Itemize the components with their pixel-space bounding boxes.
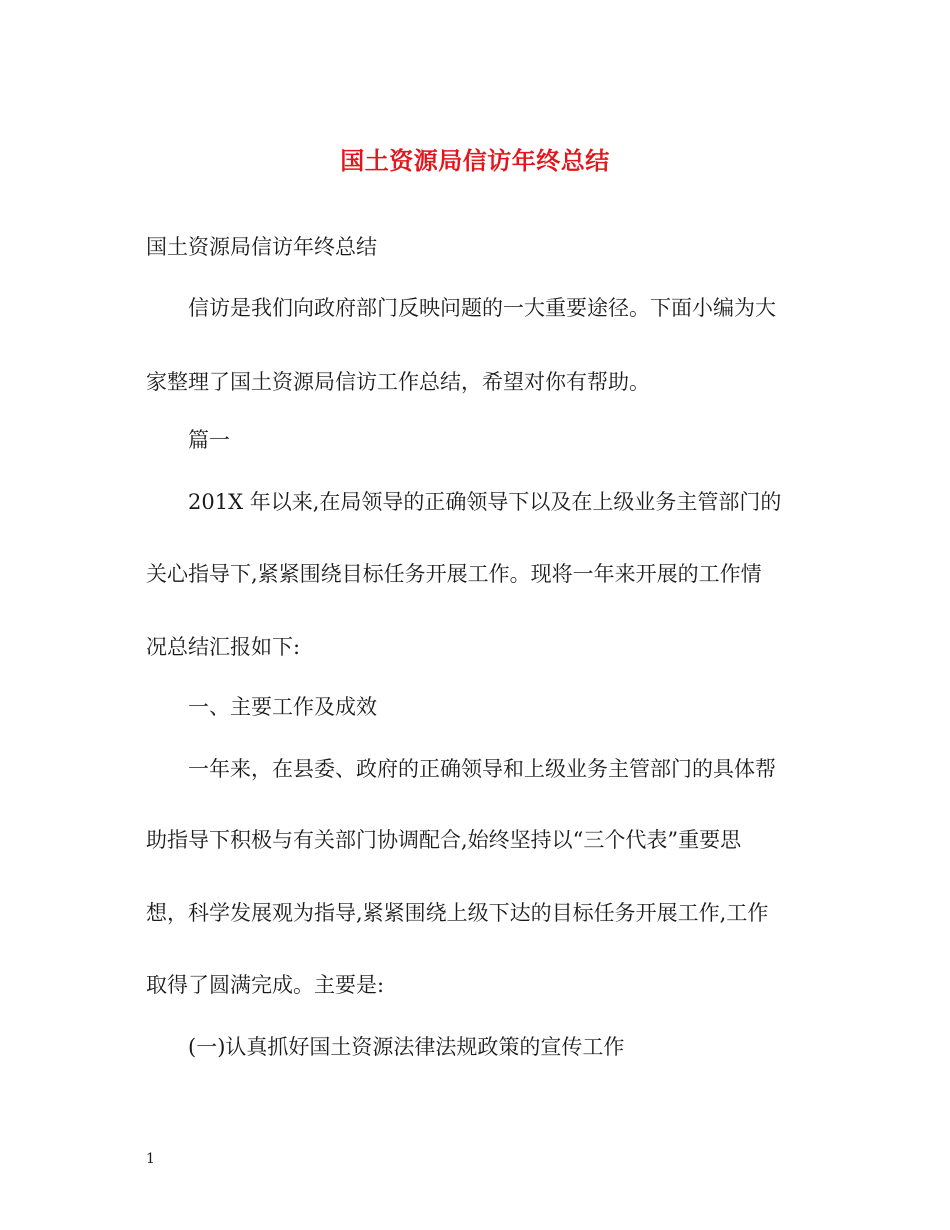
subsection-heading: (一)认真抓好国土资源法律法规政策的宣传工作 [188,1035,625,1059]
paragraph-line: 取得了圆满完成。主要是: [146,973,385,997]
paragraph-line: 助指导下积极与有关部门协调配合,始终坚持以“三个代表”重要思 [146,828,742,852]
page-number: 1 [146,1151,155,1167]
paragraph-line: 况总结汇报如下: [146,635,301,659]
paragraph-line: 关心指导下,紧紧围绕目标任务开展工作。现将一年来开展的工作情 [146,562,762,586]
section-heading: 一、主要工作及成效 [188,695,377,719]
paragraph-line: 一年来，在县委、政府的正确领导和上级业务主管部门的具体帮 [188,757,776,781]
paragraph-line: 201X 年以来,在局领导的正确领导下以及在上级业务主管部门的 [188,490,782,514]
paragraph-line: 家整理了国土资源局信访工作总结，希望对你有帮助。 [146,370,650,394]
paragraph-line: 想，科学发展观为指导,紧紧围绕上级下达的目标任务开展工作,工作 [146,901,769,925]
section-heading: 篇一 [188,428,230,452]
subtitle-line: 国土资源局信访年终总结 [146,235,377,259]
document-title: 国土资源局信访年终总结 [340,147,610,175]
paragraph-line: 信访是我们向政府部门反映问题的一大重要途径。下面小编为大 [188,296,776,320]
